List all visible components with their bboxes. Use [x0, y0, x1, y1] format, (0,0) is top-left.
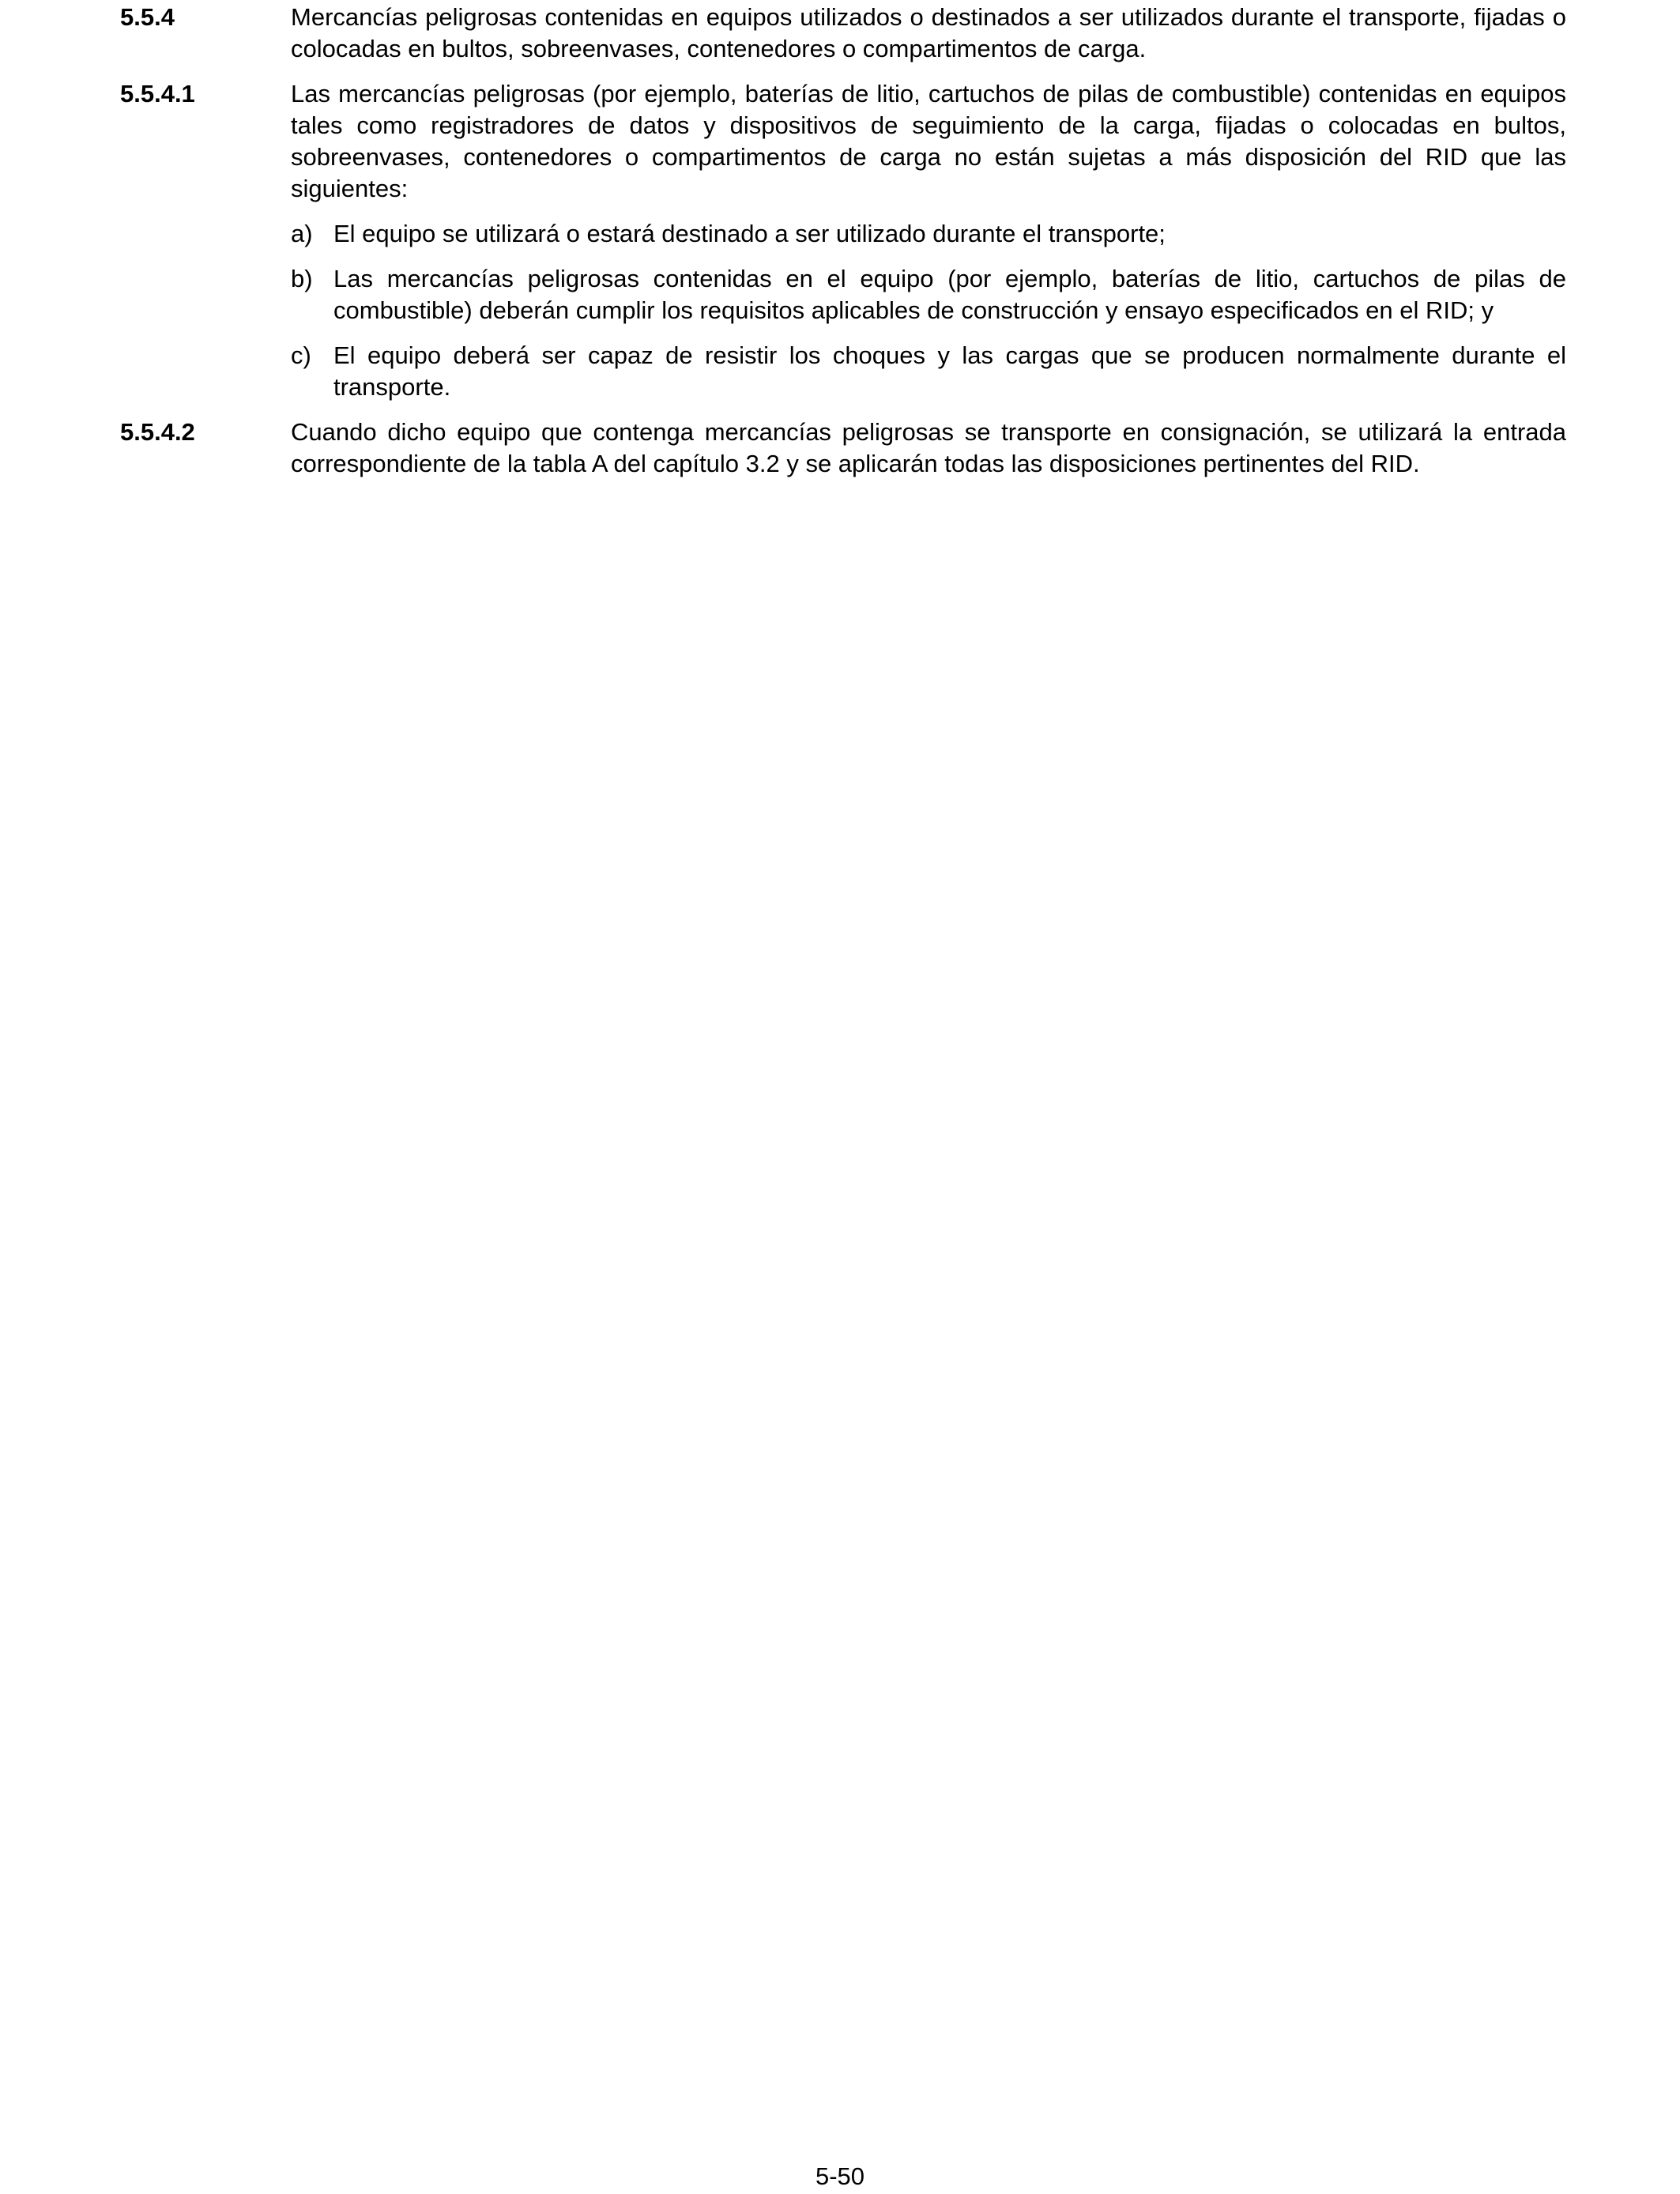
section-body: [291, 78, 1566, 403]
list-item: [291, 263, 1566, 326]
section-paragraph: Las mercancías peligrosas (por ejemplo, baterías de litio, cartuchos de pilas de combustible) contenidas en equipos tales como registradores de datos y dispositivos de seguimiento de la carga, fijadas o colocadas en bultos, sobreenvases, contenedores o compartimentos de carga no están sujetas a más disposición del RID que las siguientes:: [291, 80, 1566, 202]
requirement-list: [291, 218, 1566, 403]
list-item-text: El equipo deberá ser capaz de resistir los choques y las cargas que se producen normalmente durante el transporte.: [333, 341, 1566, 401]
section-paragraph: Cuando dicho equipo que contenga mercancías peligrosas se transporte en consignación, se utilizará la entrada correspondiente de la tabla A del capítulo 3.2 y se aplicarán todas las disposiciones pertinentes del RID.: [291, 418, 1566, 477]
document-content: [120, 2, 1566, 493]
section-5-5-4: [120, 2, 1566, 65]
list-item-text: El equipo se utilizará o estará destinado a ser utilizado durante el transporte;: [333, 220, 1166, 247]
list-item-text: Las mercancías peligrosas contenidas en el equipo (por ejemplo, baterías de litio, cartuchos de pilas de combustible) deberán cumplir los requisitos aplicables de construcción y ensayo especificados en el RID; y: [333, 265, 1566, 324]
section-heading-text: Mercancías peligrosas contenidas en equipos utilizados o destinados a ser utilizados durante el transporte, fijadas o colocadas en bultos, sobreenvases, contenedores o compartimentos de carga.: [291, 3, 1566, 62]
section-number: 5.5.4.1: [120, 80, 195, 107]
section-5-5-4-1: [120, 78, 1566, 403]
list-item: [291, 218, 1566, 250]
section-body: [291, 417, 1566, 480]
list-item-label: b): [291, 265, 313, 292]
page-number: 5-50: [815, 2162, 865, 2190]
list-item-label: c): [291, 341, 311, 369]
section-body: [291, 2, 1566, 65]
section-5-5-4-2: [120, 417, 1566, 480]
list-item: [291, 340, 1566, 403]
section-number: 5.5.4.2: [120, 418, 195, 446]
section-number: 5.5.4: [120, 3, 175, 31]
list-item-label: a): [291, 220, 313, 247]
